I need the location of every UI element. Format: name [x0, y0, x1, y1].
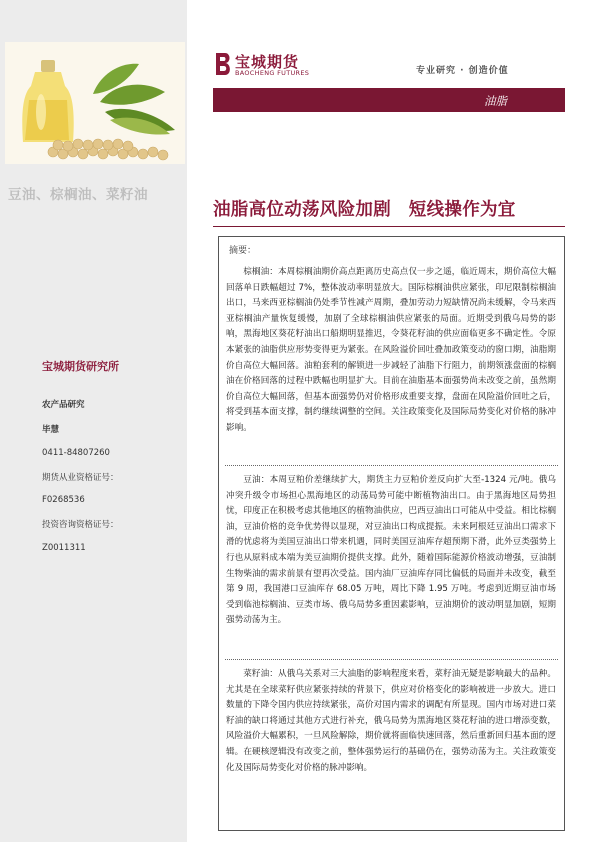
rapeseed-oil-paragraph: 菜籽油：从俄乌关系对三大油脂的影响程度来看，菜籽油无疑是影响最大的品种。尤其是在全球菜籽供应紧张持续的背景下，供应对价格变化的影响被进一步放大。进口数量的下降令国内供应持续紧张，高价对国内需求的调配有所显现。国内市场对进口菜籽油的缺口将通过其他方式进行补充，俄乌局势为黑海地区葵花籽油的进口增添变数，风险溢价大幅累积，一旦风险解除，期价就将面临快速回落，然后重新回归基本面的逻辑。在硬核逻辑没有改变之前，整体强势运行的基础仍在，强势动荡为主。关注政策变化及国际局势变化对价格的脉冲影响。 [226, 669, 556, 773]
department: 农产品研究 [42, 400, 85, 410]
title-divider [213, 226, 565, 227]
palm-oil-paragraph: 棕榈油：本周棕榈油期价高点距离历史高点仅一步之遥，临近周末，期价高位大幅回落单日跌幅超过 7%，整体波动率明显放大。国际棕榈油供应紧张，印尼限制棕榈油出口，马来西亚棕榈油仍处季节性减产周期，叠加劳动力短缺情况尚未缓解，令马来西亚棕榈油产量恢复缓慢，加剧了全球棕榈油供应紧张的局面。近期受到俄乌局势的影响，黑海地区葵花籽油出口船期明显推迟，令葵花籽油的供应面临更多不确定性。令原本紧张的油脂供应形势变得更为紧张。在风险溢价回吐叠加政策变动的窗口期，油脂期价自高位大幅回落。油粕套利的解锁进一步减轻了油脂下行阻力，前期领涨盘面的棕榈油在价格回落的过程中跌幅也明显扩大。目前在油脂基本面强势尚未改变之前，虽然期价自高位大幅回落，但基本面强势仍对价格形成重要支撑，盘面在风险溢价回吐之后，将受到基本面支撑，制约继续调整的空间。关注政策变化及国际局势变化对价格的脉冲影响。 [226, 267, 556, 433]
logo-text-cn: 宝城期货 [235, 53, 300, 71]
oil-bottle-soybean-photo [5, 42, 185, 164]
futures-qual-label: 期货从业资格证号： [42, 473, 119, 483]
section-band [213, 88, 565, 112]
section-divider [225, 659, 558, 660]
summary-box [218, 236, 565, 831]
sidebar [0, 0, 187, 842]
category-list: 豆油、棕榈油、菜籽油 [8, 187, 148, 203]
summary-label: 摘要： [229, 246, 257, 256]
slogan: 专业研究 · 创造价值 [416, 66, 509, 76]
company-logo [213, 50, 333, 80]
invest-qual-label: 投资咨询资格证号： [42, 520, 119, 530]
report-title: 油脂高位动荡风险加剧 短线操作为宜 [213, 200, 516, 220]
soybean-oil-paragraph: 豆油：本周豆粕价差继续扩大，期货主力豆粕价差反向扩大至-1324 元/吨。俄乌冲突升级令市场担心黑海地区的动荡局势可能中断植物油出口。由于黑海地区局势担忧，印度正在积极考虑其他地区的植物油供应，巴西豆油出口可能从中受益。相比棕榈油，豆油价格的竞争优势得以显现，对豆油出口构成提振。未来阿根廷豆油出口需求下滑的忧虑将为美国豆油出口带来机遇，同时美国豆油库存超预期下滑，此外豆类强势上行也从原料成本端为美豆油期价提供支撑。此外，随着国际能源价格波动增强，豆油制生物柴油的需求前景有望再次受益。国内油厂豆油库存同比偏低的局面并未改变，截至第 9 周，我国港口豆油库存 68.05 万吨，周比下降 1.95 万吨。考虑到近期豆油市场受到临池棕榈油、豆类市场、俄乌局势多重因素影响，豆油期价的波动明显加剧，短期强势动荡为主。 [226, 475, 556, 626]
invest-qual-value: Z0011311 [42, 543, 86, 553]
section-tag: 油脂 [484, 94, 507, 108]
futures-qual-value: F0268536 [42, 495, 85, 505]
soybean-oil-photo [5, 42, 185, 164]
logo-mark-icon [213, 51, 233, 77]
phone: 0411-84807260 [42, 448, 110, 458]
institute-name: 宝城期货研究所 [42, 360, 119, 373]
logo-text-en: BAOCHENG FUTURES [235, 69, 310, 77]
section-divider [225, 465, 558, 466]
analyst-name: 毕慧 [42, 425, 60, 435]
